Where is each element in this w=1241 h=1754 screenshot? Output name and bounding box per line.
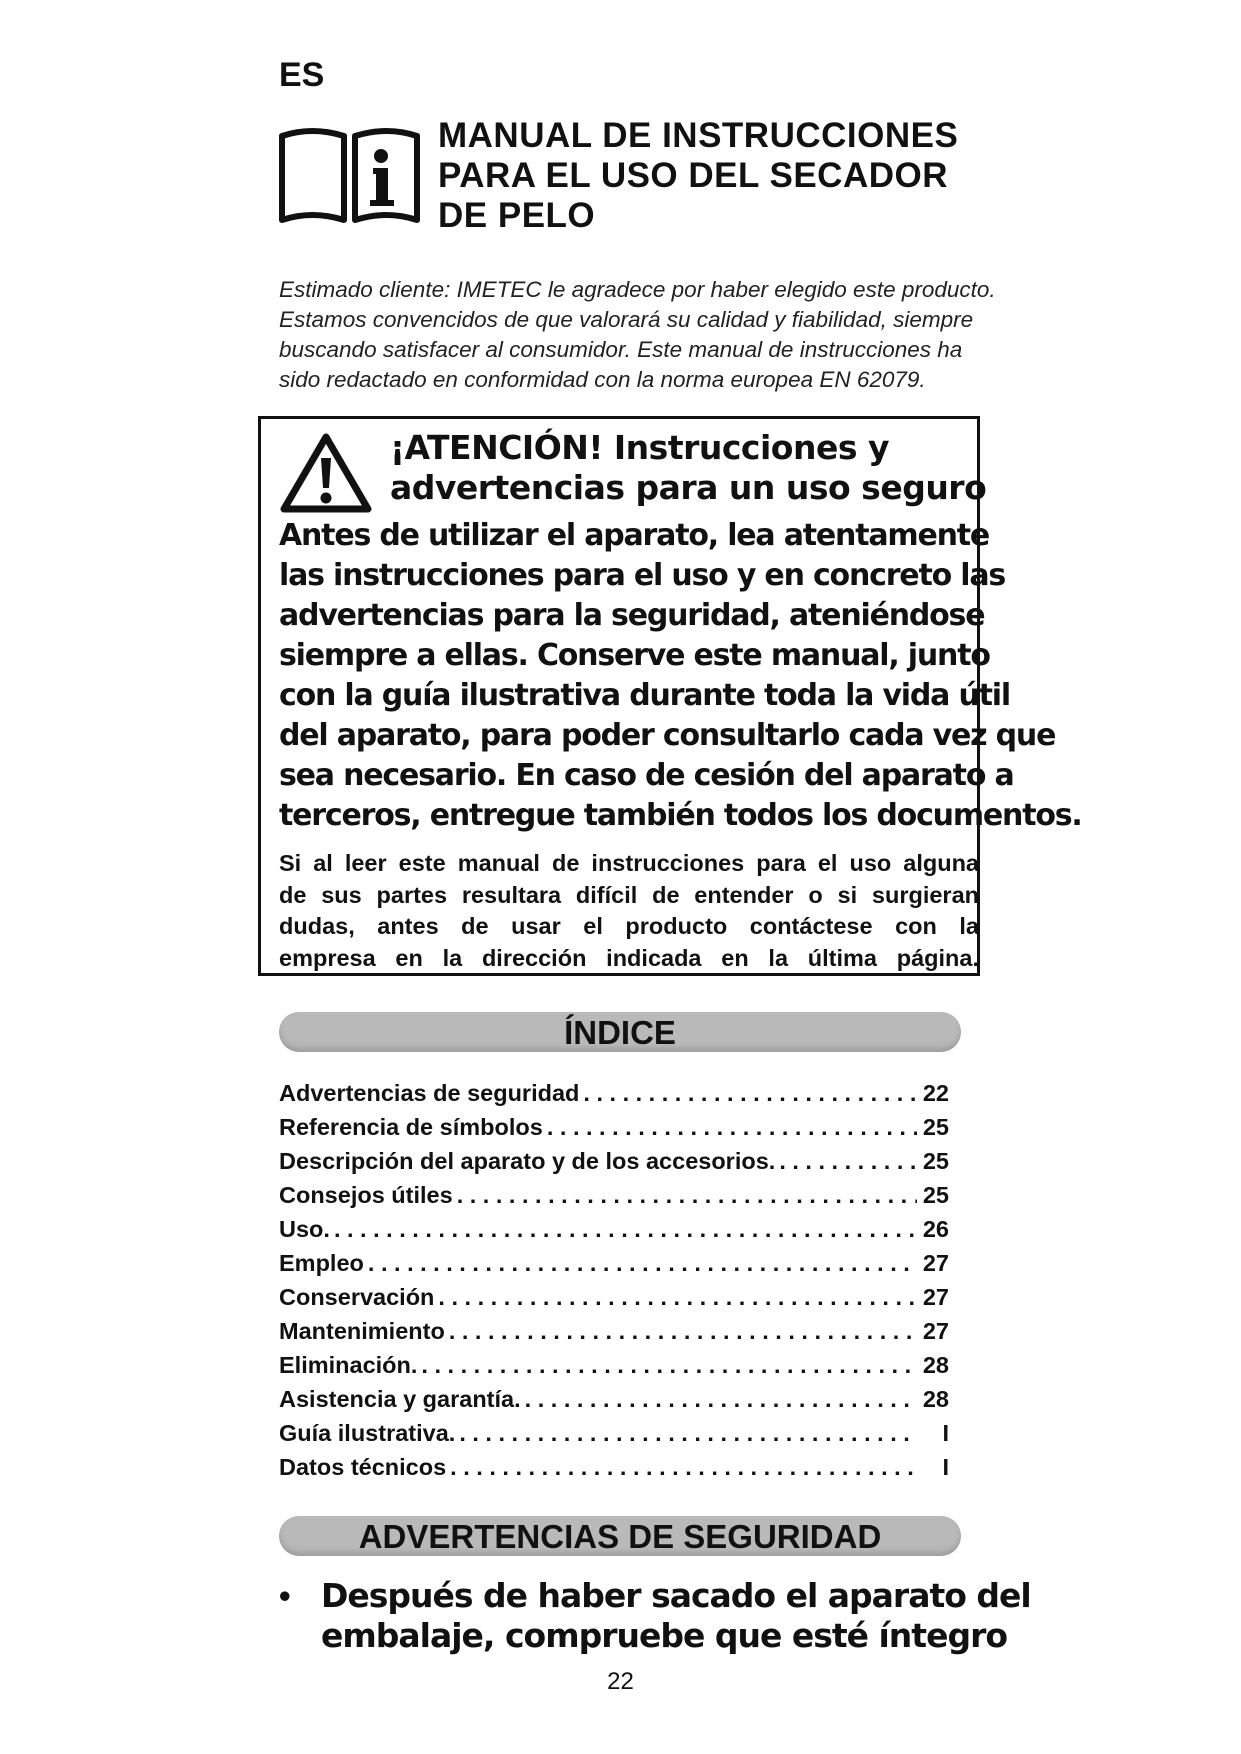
toc-item[interactable] xyxy=(279,1314,949,1348)
toc-label: Uso. xyxy=(279,1216,330,1242)
index-title: ÍNDICE xyxy=(564,1014,676,1051)
info-book-icon xyxy=(278,124,421,228)
toc-leader xyxy=(525,1382,917,1416)
index-header-bar xyxy=(279,1012,961,1052)
intro-line: Estimado cliente: IMETEC le agradece por haber elegido este producto. xyxy=(279,277,996,302)
toc-item[interactable] xyxy=(279,1416,949,1450)
intro-paragraph xyxy=(279,275,999,395)
toc-page: 25 xyxy=(922,1182,949,1208)
table-of-contents xyxy=(279,1076,949,1484)
toc-leader xyxy=(449,1314,917,1348)
warning-note-line: de sus partes resultara difícil de entender o si surgieran xyxy=(279,881,979,908)
toc-label: Empleo xyxy=(279,1250,364,1276)
toc-leader xyxy=(421,1348,917,1382)
language-code: ES xyxy=(279,56,325,94)
warning-body-line: del aparato, para poder consultarlo cada vez que xyxy=(279,718,1056,753)
toc-page: 22 xyxy=(922,1080,949,1106)
toc-leader xyxy=(334,1212,917,1246)
toc-label: Datos técnicos xyxy=(279,1454,447,1480)
toc-item[interactable] xyxy=(279,1280,949,1314)
toc-label: Guía ilustrativa. xyxy=(279,1420,456,1446)
toc-page: 26 xyxy=(922,1216,949,1242)
toc-leader xyxy=(583,1076,917,1110)
warning-body-line: terceros, entregue también todos los documentos. xyxy=(279,798,1082,833)
toc-item[interactable] xyxy=(279,1382,949,1416)
toc-label: Mantenimiento xyxy=(279,1318,445,1344)
toc-label: Conservación xyxy=(279,1284,435,1310)
warning-triangle-icon xyxy=(280,432,372,514)
toc-leader xyxy=(368,1246,917,1280)
toc-page: 27 xyxy=(922,1250,949,1276)
toc-page: 27 xyxy=(922,1284,949,1310)
safety-header-bar xyxy=(279,1516,961,1556)
toc-label: Asistencia y garantía. xyxy=(279,1386,521,1412)
toc-leader xyxy=(779,1144,917,1178)
toc-page: 25 xyxy=(922,1114,949,1140)
warning-heading-line: ¡ATENCIÓN! Instrucciones y xyxy=(390,428,889,467)
safety-bullet-line: Después de haber sacado el aparato del xyxy=(321,1576,1031,1615)
toc-page: 28 xyxy=(922,1386,949,1412)
title-line: PARA EL USO DEL SECADOR xyxy=(438,156,948,195)
toc-page: 28 xyxy=(922,1352,949,1378)
toc-page: 27 xyxy=(922,1318,949,1344)
warning-note-line: dudas, antes de usar el producto contáctese con la xyxy=(279,913,979,939)
toc-leader xyxy=(450,1450,917,1484)
warning-heading-line: advertencias para un uso seguro xyxy=(390,468,987,507)
toc-item[interactable] xyxy=(279,1178,949,1212)
toc-page: I xyxy=(942,1454,949,1480)
toc-item[interactable] xyxy=(279,1348,949,1382)
safety-bullet xyxy=(279,1576,1031,1656)
warning-heading xyxy=(390,428,986,508)
bullet-icon: • xyxy=(279,1577,291,1614)
toc-item[interactable] xyxy=(279,1110,949,1144)
toc-leader xyxy=(438,1280,917,1314)
warning-note xyxy=(279,848,979,974)
warning-body-line: con la guía ilustrativa durante toda la vida útil xyxy=(279,678,1010,713)
toc-item[interactable] xyxy=(279,1144,949,1178)
warning-body-line: sea necesario. En caso de cesión del aparato a xyxy=(279,758,1014,793)
warning-body-line: Antes de utilizar el aparato, lea atentamente xyxy=(279,518,990,553)
title-line: MANUAL DE INSTRUCCIONES xyxy=(438,116,959,155)
toc-label: Eliminación. xyxy=(279,1352,418,1378)
intro-line: buscando satisfacer al consumidor. Este manual de instrucciones ha xyxy=(279,337,963,362)
toc-item[interactable] xyxy=(279,1246,949,1280)
intro-line: sido redactado en conformidad con la norma europea EN 62079. xyxy=(279,367,926,392)
toc-leader xyxy=(547,1110,917,1144)
title-line: DE PELO xyxy=(438,196,596,235)
safety-bullet-line: embalaje, compruebe que esté íntegro xyxy=(321,1616,1008,1655)
intro-line: Estamos convencidos de que valorará su calidad y fiabilidad, siempre xyxy=(279,307,974,332)
document-title xyxy=(438,116,958,236)
warning-body-line: advertencias para la seguridad, ateniéndose xyxy=(279,598,985,633)
warning-body xyxy=(279,516,1082,836)
toc-leader xyxy=(457,1178,917,1212)
toc-label: Referencia de símbolos xyxy=(279,1114,543,1140)
toc-label: Descripción del aparato y de los accesorios. xyxy=(279,1148,776,1174)
warning-note-line: Si al leer este manual de instrucciones para el uso alguna xyxy=(279,850,979,876)
toc-page: I xyxy=(942,1420,949,1446)
toc-item[interactable] xyxy=(279,1450,949,1484)
toc-label: Consejos útiles xyxy=(279,1182,453,1208)
warning-note-line: empresa en la dirección indicada en la última página. xyxy=(279,944,979,971)
toc-page: 25 xyxy=(922,1148,949,1174)
toc-item[interactable] xyxy=(279,1076,949,1110)
toc-item[interactable] xyxy=(279,1212,949,1246)
page-number: 22 xyxy=(607,1668,634,1695)
warning-body-line: las instrucciones para el uso y en concreto las xyxy=(279,558,1006,593)
toc-leader xyxy=(459,1416,917,1450)
warning-body-line: siempre a ellas. Conserve este manual, junto xyxy=(279,638,990,673)
safety-title: ADVERTENCIAS DE SEGURIDAD xyxy=(358,1518,882,1555)
toc-label: Advertencias de seguridad xyxy=(279,1080,580,1106)
